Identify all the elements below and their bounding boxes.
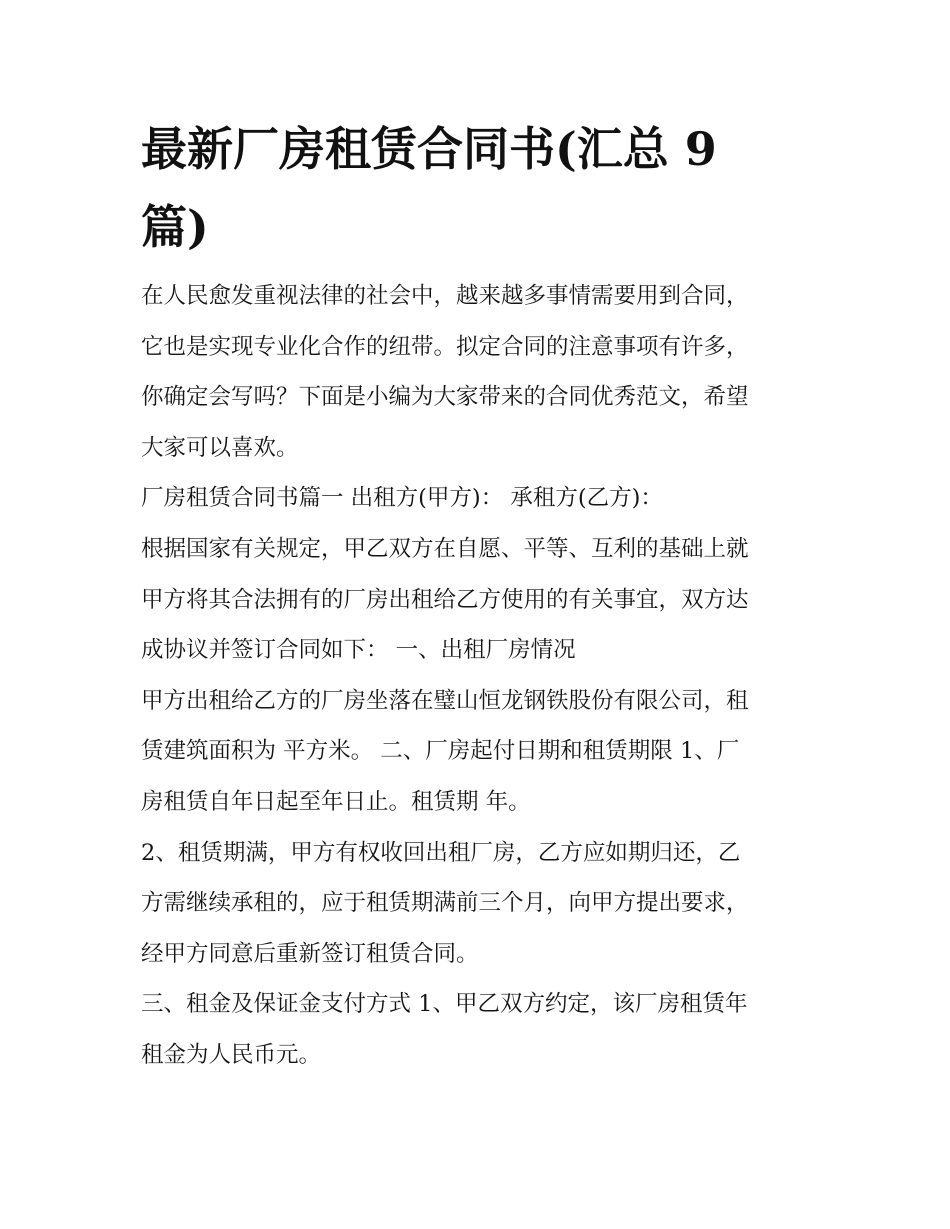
document-body (141, 271, 813, 1081)
paragraph-term-expiry (141, 828, 813, 980)
document-title (141, 110, 801, 266)
title-line: 最新厂房租赁合同书(汇总 9 (141, 122, 717, 176)
paragraph-intro (141, 271, 813, 473)
paragraph-rent (141, 979, 813, 1080)
text-line: 租金为人民币元。 (141, 1041, 322, 1068)
text-line: 成协议并签订合同如下： 一、出租厂房情况 (141, 637, 576, 664)
paragraph-parties (141, 473, 813, 524)
text-line: 甲方出租给乙方的厂房坐落在璧山恒龙钢铁股份有限公司，租 (141, 687, 749, 714)
text-line: 房租赁自年日起至年日止。租赁期 年。 (141, 788, 531, 815)
text-line: 厂房租赁合同书篇一 出租方(甲方)： 承租方(乙方)： (141, 485, 663, 512)
text-line: 根据国家有关规定，甲乙双方在自愿、平等、互利的基础上就 (141, 535, 749, 562)
text-line: 在人民愈发重视法律的社会中，越来越多事情需要用到合同， (141, 283, 749, 309)
text-line: 你确定会写吗？下面是小编为大家带来的合同优秀范文，希望 (141, 384, 749, 411)
text-line: 方需继续承租的，应于租赁期满前三个月，向甲方提出要求， (141, 890, 749, 917)
paragraph-location (141, 676, 813, 828)
paragraph-agreement (141, 524, 813, 676)
text-line: 经甲方同意后重新签订租赁合同。 (141, 940, 479, 967)
text-line: 它也是实现专业化合作的纽带。拟定合同的注意事项有许多， (141, 333, 749, 360)
title-line: 篇) (141, 200, 209, 254)
text-line: 大家可以喜欢。 (141, 434, 299, 461)
text-line: 2、租赁期满，甲方有权收回出租厂房，乙方应如期归还，乙 (141, 839, 741, 866)
text-line: 三、租金及保证金支付方式 1、甲乙双方约定，该厂房租赁年 (141, 991, 748, 1018)
text-line: 甲方将其合法拥有的厂房出租给乙方使用的有关事宜，双方达 (141, 586, 749, 613)
text-line: 赁建筑面积为 平方米。 二、厂房起付日期和租赁期限 1、厂 (141, 738, 740, 765)
